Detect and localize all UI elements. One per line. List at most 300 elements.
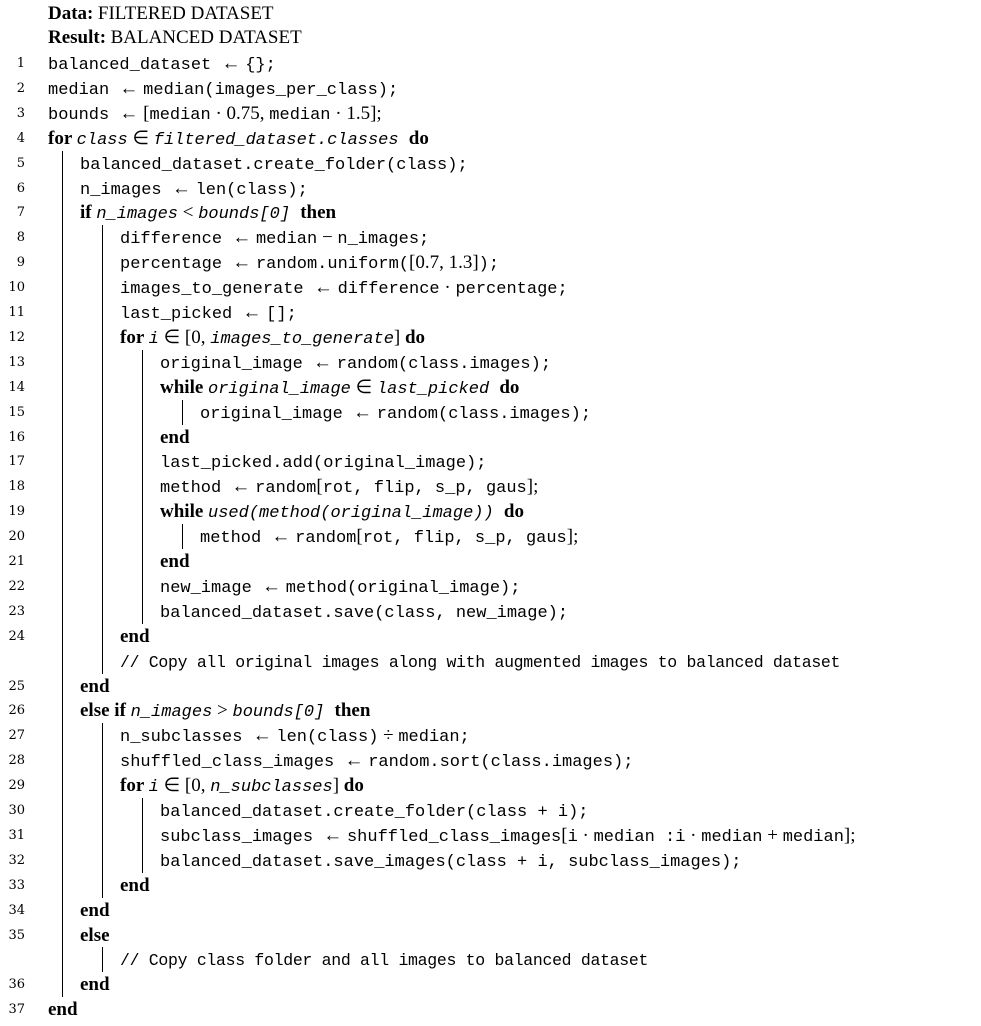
block-guide-line	[102, 449, 103, 474]
line-number: 11	[8, 305, 25, 320]
code-token: balanced_dataset.create_folder(class);	[80, 155, 468, 175]
block-guide-line	[62, 275, 63, 300]
block-guide-line	[62, 400, 63, 425]
line-number: 36	[8, 977, 25, 993]
code-token: last_picked.add(original_image);	[160, 454, 487, 474]
line-number: 20	[8, 529, 25, 545]
code-token: ←	[232, 252, 256, 274]
code-token: n_subclasses	[120, 728, 253, 748]
line-number: 26	[8, 703, 25, 719]
code-line	[0, 400, 981, 425]
block-guide-line	[102, 225, 103, 250]
keyword: while	[160, 376, 209, 398]
code-token: class	[76, 130, 128, 150]
block-guide-line	[142, 549, 143, 574]
code-token: len(class);	[195, 180, 308, 200]
code-token: ·	[577, 824, 594, 846]
code-token: len(class)	[276, 728, 379, 748]
code-token: median	[48, 80, 120, 100]
block-guide-line	[102, 574, 103, 599]
code-token: ←	[171, 177, 196, 199]
code-line	[0, 499, 981, 524]
code-token: ←	[313, 351, 337, 373]
line-number: 10	[8, 280, 25, 296]
line-text	[160, 549, 190, 574]
line-number: 31	[8, 827, 25, 843]
line-text	[120, 225, 429, 252]
line-text	[160, 574, 520, 601]
keyword: end	[120, 625, 150, 647]
line-text	[120, 325, 425, 352]
code-token: ←	[119, 77, 144, 99]
block-guide-line	[142, 574, 143, 599]
data-header	[0, 1, 981, 26]
code-token: +	[762, 824, 783, 846]
block-guide-line	[102, 773, 103, 798]
block-guide-line	[102, 375, 103, 400]
line-number: 21	[8, 554, 25, 569]
code-line	[0, 748, 981, 773]
block-guide-line	[102, 798, 103, 823]
line-number: 14	[8, 379, 25, 395]
block-guide-line	[142, 798, 143, 823]
block-guide-line	[102, 474, 103, 499]
code-token: ←	[231, 476, 256, 498]
code-token: images_to_generate	[210, 329, 394, 349]
block-guide-line	[62, 972, 63, 997]
line-text	[80, 898, 110, 923]
keyword: do	[503, 501, 524, 523]
line-text	[120, 275, 568, 302]
block-guide-line	[62, 873, 63, 898]
block-guide-line	[62, 549, 63, 574]
code-token: used(method(original_image))	[208, 504, 504, 524]
block-guide-line	[102, 325, 103, 350]
code-token: ←	[232, 227, 256, 249]
code-token: ∈	[350, 376, 377, 398]
line-number: 8	[16, 230, 25, 246]
code-line	[0, 773, 981, 798]
line-text	[120, 250, 499, 277]
code-token: filtered_dataset.classes	[153, 130, 409, 150]
code-token: ←	[313, 277, 338, 299]
code-line	[0, 474, 981, 499]
code-token: median;	[398, 728, 470, 748]
code-line	[0, 972, 981, 997]
keyword: for	[120, 326, 149, 348]
block-guide-line	[182, 524, 183, 549]
code-token: i	[567, 827, 578, 847]
code-token: percentage;	[455, 280, 568, 300]
line-number: 5	[16, 155, 25, 171]
block-guide-line	[62, 898, 63, 923]
code-token: {};	[245, 56, 276, 75]
code-token: shuffled_class_images	[346, 827, 562, 847]
keyword: do	[499, 376, 520, 398]
keyword: then	[300, 202, 337, 224]
code-line	[0, 375, 981, 400]
keyword: else if	[80, 700, 131, 722]
code-token: n_images	[96, 205, 178, 225]
code-line	[0, 176, 981, 201]
code-token: random.uniform(	[255, 255, 409, 275]
code-token: [];	[266, 305, 297, 324]
block-guide-line	[62, 449, 63, 474]
line-text	[80, 972, 110, 997]
block-guide-line	[62, 923, 63, 948]
keyword: end	[160, 426, 190, 448]
keyword: do	[343, 775, 364, 797]
block-guide-line	[102, 823, 103, 848]
keyword: end	[80, 974, 110, 996]
code-token: ];	[843, 824, 856, 846]
block-guide-line	[62, 325, 63, 350]
line-text	[48, 51, 276, 78]
comment-line	[0, 947, 981, 972]
code-token: ∈ [0,	[158, 775, 211, 797]
keyword: else	[80, 924, 110, 946]
block-guide-line	[142, 823, 143, 848]
block-guide-line	[102, 524, 103, 549]
line-number: 6	[16, 180, 25, 196]
line-text	[120, 624, 150, 649]
code-token: ]	[393, 326, 405, 348]
line-text	[160, 375, 519, 402]
block-guide-line	[62, 474, 63, 499]
line-number: 3	[16, 105, 25, 121]
block-guide-line	[102, 425, 103, 450]
keyword: do	[404, 326, 426, 348]
line-number: 7	[16, 205, 25, 221]
line-text	[48, 997, 78, 1022]
line-number: 9	[16, 255, 25, 271]
keyword: end	[80, 675, 110, 697]
block-guide-line	[102, 947, 103, 972]
code-token: i	[148, 329, 159, 349]
code-token: method	[200, 529, 272, 549]
code-token: [	[356, 526, 363, 548]
code-line	[0, 873, 981, 898]
block-guide-line	[102, 649, 103, 674]
result-header	[0, 25, 981, 50]
line-number: 17	[8, 454, 25, 470]
code-line	[0, 101, 981, 126]
block-guide-line	[62, 624, 63, 649]
data-label: Data:	[48, 3, 94, 24]
block-guide-line	[62, 649, 63, 674]
code-line	[0, 76, 981, 101]
comment: // Copy all original images along with augmented images to balanced dataset	[120, 652, 841, 672]
block-guide-line	[62, 848, 63, 873]
block-guide-line	[62, 375, 63, 400]
data-value: FILTERED DATASET	[97, 3, 274, 24]
block-guide-line	[62, 773, 63, 798]
line-number: 33	[8, 877, 25, 893]
code-token: rot, flip, s_p, gaus	[322, 479, 527, 499]
code-token: median	[149, 105, 211, 125]
code-token: random	[255, 479, 317, 499]
code-token: ←	[271, 526, 296, 548]
block-guide-line	[62, 200, 63, 225]
code-token: ←	[262, 575, 286, 597]
code-token: ←	[242, 302, 267, 323]
block-guide-line	[102, 275, 103, 300]
line-text	[160, 599, 568, 626]
line-text	[160, 848, 742, 875]
line-number: 30	[8, 803, 25, 818]
code-token: bounds[0]	[198, 205, 301, 225]
code-token: last_picked	[376, 379, 500, 399]
code-line	[0, 898, 981, 923]
block-guide-line	[62, 250, 63, 275]
code-token: );	[478, 255, 500, 275]
block-guide-line	[62, 350, 63, 375]
code-line	[0, 723, 981, 748]
block-guide-line	[62, 300, 63, 325]
line-number: 37	[8, 1002, 25, 1018]
code-token: balanced_dataset.save(class, new_image);	[160, 603, 569, 623]
code-line	[0, 524, 981, 549]
line-number: 13	[8, 354, 25, 370]
code-token: n_subclasses	[210, 778, 333, 798]
block-guide-line	[62, 947, 63, 972]
line-text	[160, 823, 856, 850]
block-guide-line	[102, 748, 103, 773]
code-token: shuffled_class_images	[120, 753, 345, 773]
code-line	[0, 449, 981, 474]
code-token: ]	[332, 775, 344, 797]
code-token: bounds[0]	[232, 703, 335, 723]
result-value: BALANCED DATASET	[110, 27, 302, 48]
keyword: end	[80, 899, 110, 921]
code-line	[0, 624, 981, 649]
line-number: 16	[8, 429, 25, 445]
code-token: ←	[353, 401, 377, 423]
line-text	[120, 300, 297, 327]
code-token: median	[782, 827, 844, 847]
block-guide-line	[102, 848, 103, 873]
keyword: end	[48, 999, 78, 1021]
code-line	[0, 574, 981, 599]
line-text	[160, 350, 551, 377]
block-guide-line	[62, 748, 63, 773]
block-guide-line	[142, 350, 143, 375]
line-text	[120, 748, 633, 775]
line-text	[120, 873, 150, 898]
code-token: ];	[526, 476, 539, 498]
code-line	[0, 350, 981, 375]
block-guide-line	[62, 599, 63, 624]
code-line	[0, 300, 981, 325]
block-guide-line	[102, 723, 103, 748]
line-text	[200, 524, 578, 551]
keyword: while	[160, 501, 209, 523]
code-token: ·	[685, 824, 702, 846]
line-text	[80, 200, 336, 227]
block-guide-line	[62, 674, 63, 699]
code-token: random(class.images);	[336, 354, 552, 374]
line-number: 1	[16, 56, 25, 71]
line-text	[160, 425, 190, 450]
line-number: 19	[8, 504, 25, 520]
block-guide-line	[142, 848, 143, 873]
code-line	[0, 225, 981, 250]
code-token: images_to_generate	[120, 280, 314, 300]
code-line	[0, 549, 981, 574]
code-token: difference	[337, 280, 440, 300]
code-token: median	[269, 105, 331, 125]
block-guide-line	[62, 425, 63, 450]
code-line	[0, 425, 981, 450]
code-token: random	[295, 529, 357, 549]
code-token: random.sort(class.images);	[368, 753, 634, 773]
code-token: <	[177, 202, 199, 224]
code-token: [	[561, 824, 568, 846]
code-line	[0, 599, 981, 624]
block-guide-line	[142, 375, 143, 400]
line-text	[160, 499, 524, 526]
keyword: if	[80, 202, 97, 224]
code-token: rot, flip, s_p, gaus	[362, 529, 567, 549]
line-number: 27	[8, 728, 25, 744]
code-line	[0, 151, 981, 176]
comment: // Copy class folder and all images to balanced dataset	[120, 951, 649, 971]
line-text	[80, 923, 110, 948]
code-token: [	[316, 476, 323, 498]
line-text	[120, 649, 840, 675]
line-text	[80, 698, 370, 725]
code-token: −	[317, 227, 338, 249]
code-token: · 1.5];	[330, 102, 382, 124]
code-token: ←	[221, 53, 246, 74]
line-text	[160, 798, 588, 825]
code-line	[0, 200, 981, 225]
code-token: n_images;	[337, 230, 430, 250]
code-token: bounds	[48, 105, 120, 125]
line-text	[120, 773, 364, 800]
code-token: ÷	[378, 725, 399, 747]
code-token: >	[212, 700, 233, 722]
code-token: balanced_dataset	[48, 56, 222, 75]
code-token: random(class.images);	[376, 404, 592, 424]
code-token: median :i	[593, 827, 686, 847]
block-guide-line	[102, 624, 103, 649]
keyword: end	[160, 551, 190, 572]
block-guide-line	[102, 300, 103, 325]
block-guide-line	[62, 798, 63, 823]
code-token: subclass_images	[160, 827, 324, 847]
code-token: median(images_per_class);	[143, 80, 399, 100]
code-token: original_image	[160, 354, 314, 374]
line-number: 29	[8, 778, 25, 794]
code-line	[0, 823, 981, 848]
line-number: 18	[8, 479, 25, 495]
code-token: difference	[120, 230, 233, 250]
code-token: ·	[439, 277, 456, 299]
block-guide-line	[102, 400, 103, 425]
line-number: 22	[8, 578, 25, 594]
line-number: 15	[8, 404, 25, 420]
line-text	[48, 101, 382, 128]
line-text	[80, 151, 468, 178]
block-guide-line	[62, 723, 63, 748]
block-guide-line	[102, 549, 103, 574]
keyword: for	[120, 775, 149, 797]
result-label: Result:	[48, 27, 107, 48]
keyword: for	[48, 127, 77, 149]
block-guide-line	[182, 400, 183, 425]
block-guide-line	[62, 499, 63, 524]
block-guide-line	[142, 449, 143, 474]
code-token: original_image	[200, 404, 354, 424]
code-token: method	[160, 479, 232, 499]
line-number: 12	[8, 329, 25, 345]
code-token: original_image	[208, 379, 351, 399]
block-guide-line	[142, 474, 143, 499]
code-line	[0, 798, 981, 823]
line-text	[120, 723, 470, 750]
code-line	[0, 250, 981, 275]
code-line	[0, 126, 981, 151]
block-guide-line	[142, 400, 143, 425]
block-guide-line	[142, 425, 143, 450]
code-token: n_images	[80, 180, 172, 200]
line-text	[120, 947, 648, 973]
code-line	[0, 923, 981, 948]
block-guide-line	[142, 599, 143, 624]
code-token: balanced_dataset.create_folder(class + i);	[160, 803, 589, 822]
code-token: ← [	[119, 102, 150, 124]
code-token: median	[701, 827, 763, 847]
block-guide-line	[142, 499, 143, 524]
block-guide-line	[62, 176, 63, 201]
block-guide-line	[62, 823, 63, 848]
line-text	[160, 474, 538, 501]
line-text	[80, 176, 308, 203]
line-number: 28	[8, 753, 25, 769]
block-guide-line	[62, 698, 63, 723]
line-number: 34	[8, 902, 25, 918]
code-line	[0, 51, 981, 76]
block-guide-line	[102, 599, 103, 624]
line-text	[200, 400, 591, 427]
code-line	[0, 997, 981, 1022]
code-token: balanced_dataset.save_images(class + i, subclass_images);	[160, 852, 742, 872]
line-text	[160, 449, 486, 476]
code-token: [0.7, 1.3]	[409, 252, 479, 274]
code-token: median	[255, 230, 318, 250]
block-guide-line	[62, 151, 63, 176]
code-line	[0, 848, 981, 873]
line-number: 35	[8, 927, 25, 943]
code-token: ←	[344, 750, 369, 772]
block-guide-line	[102, 873, 103, 898]
keyword: end	[120, 874, 150, 896]
code-token: new_image	[160, 578, 263, 598]
block-guide-line	[142, 524, 143, 549]
code-line	[0, 674, 981, 699]
line-number: 32	[8, 852, 25, 868]
code-token: ∈ [0,	[158, 326, 211, 348]
code-token: ∈	[127, 127, 154, 149]
code-token: i	[148, 778, 159, 798]
code-token: ];	[566, 526, 579, 548]
block-guide-line	[102, 499, 103, 524]
code-token: method(original_image);	[285, 578, 521, 598]
line-number: 2	[16, 80, 25, 96]
code-token: ←	[323, 824, 347, 846]
line-text	[80, 674, 110, 699]
